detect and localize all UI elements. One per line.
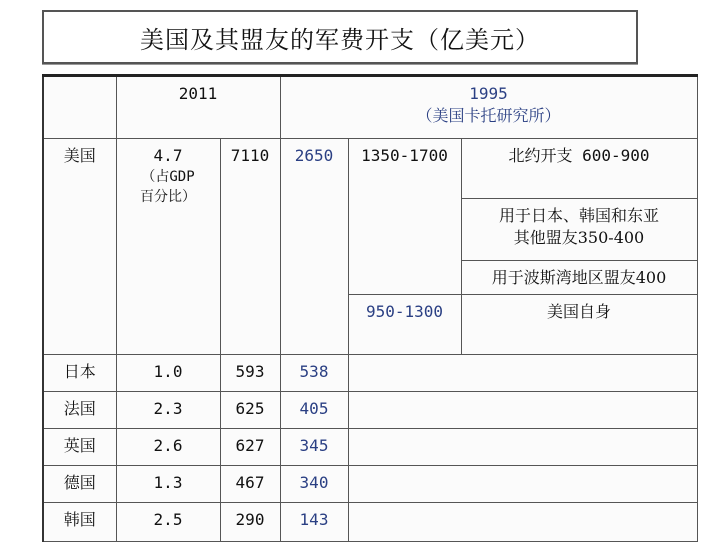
table-row bbox=[43, 466, 697, 503]
empty-cell bbox=[348, 466, 697, 503]
usa-nato-text: 北约开支 600-900 bbox=[508, 146, 650, 165]
spend-2011-cell bbox=[220, 355, 280, 392]
spend-1995-cell bbox=[280, 429, 348, 466]
country-label: 英国 bbox=[63, 436, 96, 455]
gdp-cell bbox=[116, 392, 220, 429]
spend-1995-value: 340 bbox=[299, 473, 329, 492]
table-row bbox=[43, 503, 697, 542]
usa-self-text: 美国自身 bbox=[546, 302, 611, 321]
table-row bbox=[43, 355, 697, 392]
spend-2011-value: 625 bbox=[235, 399, 265, 418]
country-cell bbox=[43, 355, 116, 392]
country-cell bbox=[43, 392, 116, 429]
spend-2011-value: 290 bbox=[235, 510, 265, 529]
spend-2011-cell bbox=[220, 503, 280, 542]
gdp-cell bbox=[116, 503, 220, 542]
gdp-value: 1.3 bbox=[153, 473, 183, 492]
military-spending-table bbox=[42, 74, 698, 542]
usa-gdp-value: 4.7 bbox=[153, 146, 183, 165]
country-label: 德国 bbox=[63, 473, 96, 492]
usa-asia bbox=[461, 199, 697, 261]
empty-cell bbox=[348, 392, 697, 429]
usa-range-self bbox=[348, 295, 461, 355]
spend-2011-value: 627 bbox=[235, 436, 265, 455]
country-label: 法国 bbox=[63, 399, 96, 418]
header-corner bbox=[43, 76, 116, 139]
gdp-cell bbox=[116, 355, 220, 392]
table-row bbox=[43, 429, 697, 466]
usa-range-self-value: 950-1300 bbox=[365, 302, 444, 321]
spend-1995-cell bbox=[280, 503, 348, 542]
empty-cell bbox=[348, 429, 697, 466]
usa-nato bbox=[461, 139, 697, 199]
usa-gulf bbox=[461, 261, 697, 295]
usa-spend-2011 bbox=[220, 139, 280, 355]
spend-1995-cell bbox=[280, 466, 348, 503]
usa-self bbox=[461, 295, 697, 355]
usa-spend-1995 bbox=[280, 139, 348, 355]
usa-asia-line2: 其他盟友350-400 bbox=[513, 228, 645, 247]
country-label: 美国 bbox=[63, 146, 96, 165]
usa-gdp-cell bbox=[116, 139, 220, 355]
header-2011-label: 2011 bbox=[178, 84, 218, 103]
table-row-usa bbox=[43, 139, 697, 199]
spend-2011-value: 467 bbox=[235, 473, 265, 492]
gdp-value: 2.5 bbox=[153, 510, 183, 529]
spend-1995-value: 143 bbox=[299, 510, 329, 529]
spend-2011-cell bbox=[220, 429, 280, 466]
usa-asia-line1: 用于日本、韩国和东亚 bbox=[498, 206, 659, 225]
header-1995-label: 1995 bbox=[469, 84, 508, 103]
header-1995-source: （美国卡托研究所） bbox=[416, 106, 561, 125]
spend-2011-value: 593 bbox=[235, 362, 265, 381]
header-2011 bbox=[116, 76, 280, 139]
spend-2011-cell bbox=[220, 392, 280, 429]
empty-cell bbox=[348, 503, 697, 542]
usa-spend-1995-value: 2650 bbox=[294, 146, 334, 165]
header-row bbox=[43, 76, 697, 139]
spend-2011-cell bbox=[220, 466, 280, 503]
spend-1995-value: 538 bbox=[299, 362, 329, 381]
usa-range-alliance-value: 1350-1700 bbox=[361, 146, 448, 165]
header-1995 bbox=[280, 76, 697, 139]
country-label: 韩国 bbox=[63, 510, 96, 529]
spend-1995-cell bbox=[280, 355, 348, 392]
gdp-value: 2.6 bbox=[153, 436, 183, 455]
title-text: 美国及其盟友的军费开支（亿美元） bbox=[140, 25, 540, 54]
table-row bbox=[43, 392, 697, 429]
gdp-cell bbox=[116, 429, 220, 466]
empty-cell bbox=[348, 355, 697, 392]
spend-1995-value: 405 bbox=[299, 399, 329, 418]
page-title bbox=[42, 10, 638, 64]
gdp-cell bbox=[116, 466, 220, 503]
usa-gulf-text: 用于波斯湾地区盟友400 bbox=[491, 268, 667, 287]
country-cell bbox=[43, 429, 116, 466]
spend-1995-value: 345 bbox=[299, 436, 329, 455]
country-cell bbox=[43, 503, 116, 542]
gdp-value: 2.3 bbox=[153, 399, 183, 418]
usa-gdp-note-2: 百分比） bbox=[140, 189, 196, 205]
usa-gdp-note-1: （占GDP bbox=[141, 169, 195, 185]
country-usa bbox=[43, 139, 116, 355]
gdp-value: 1.0 bbox=[153, 362, 183, 381]
spend-1995-cell bbox=[280, 392, 348, 429]
country-cell bbox=[43, 466, 116, 503]
country-label: 日本 bbox=[63, 362, 96, 381]
usa-range-alliance bbox=[348, 139, 461, 295]
usa-spend-2011-value: 7110 bbox=[230, 146, 270, 165]
